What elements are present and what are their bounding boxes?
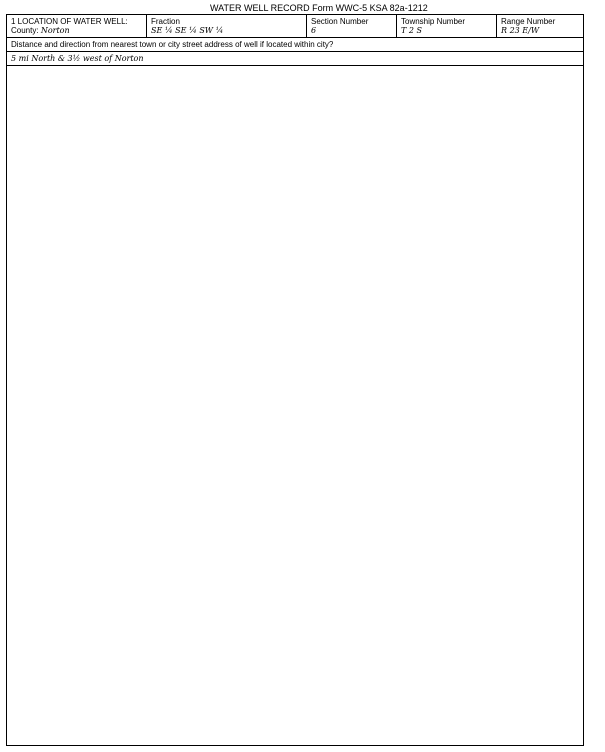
water-well-record-form <box>6 14 584 746</box>
section-label: Section Number <box>311 17 369 26</box>
county-value[interactable]: Norton <box>40 26 70 35</box>
form-title: WATER WELL RECORD Form WWC-5 KSA 82a-1212 <box>210 3 428 13</box>
section-value[interactable]: 6 <box>311 26 317 35</box>
fraction-value[interactable]: SE ¼ SE ¼ SW ¼ <box>151 26 224 35</box>
township-label: Township Number <box>401 17 466 26</box>
distance-value[interactable]: 5 mi North & 3½ west of Norton <box>11 54 144 63</box>
township-value[interactable]: T 2 S <box>401 26 422 35</box>
location-heading: 1 LOCATION OF WATER WELL: <box>11 17 128 26</box>
range-label: Range Number <box>501 17 556 26</box>
fraction-label: Fraction <box>151 17 180 26</box>
distance-label: Distance and direction from nearest town or city street address of well if located within city? <box>11 40 334 49</box>
county-label: County: <box>11 26 39 35</box>
range-value[interactable]: R 23 E/W <box>501 26 540 35</box>
